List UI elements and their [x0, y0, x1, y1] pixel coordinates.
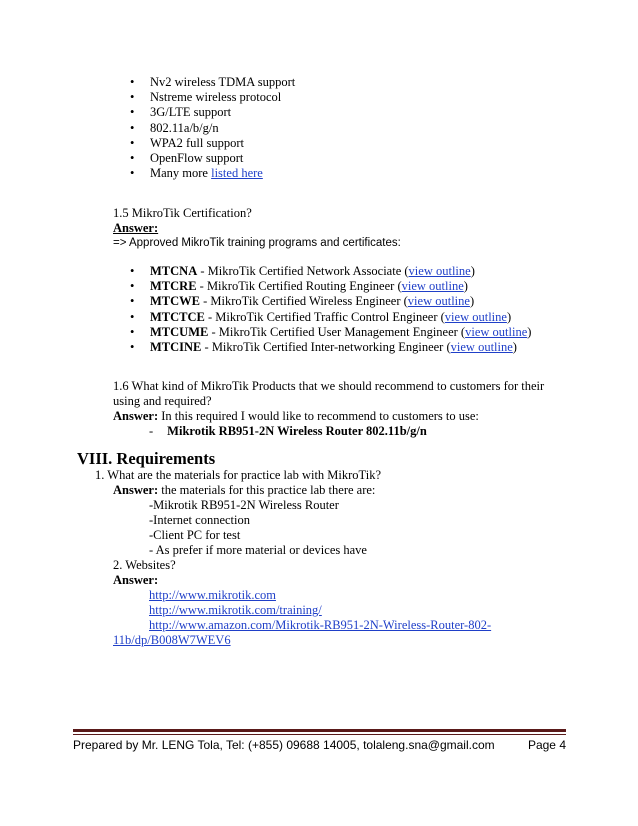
list-item: • MTCINE - MikroTik Certified Inter-networking Engineer (view outline): [150, 340, 531, 355]
requirement-item-1: 1. What are the materials for practice lab with MikroTik?: [95, 468, 382, 482]
requirement-item-2: 2. Websites?: [113, 558, 176, 572]
mikrotik-training-link[interactable]: http://www.mikrotik.com/training/: [149, 603, 322, 617]
list-item: • Nv2 wireless TDMA support: [150, 75, 295, 90]
list-item: • MTCUME - MikroTik Certified User Management Engineer (view outline): [150, 325, 531, 340]
question-1-6-line1: 1.6 What kind of MikroTik Products that we should recommend to customers for their: [113, 379, 545, 393]
view-outline-link[interactable]: view outline: [407, 294, 470, 309]
view-outline-link[interactable]: view outline: [450, 340, 513, 355]
answer-1-6: Answer: In this required I would like to recommend to customers to use:: [113, 409, 479, 423]
question-1-5: 1.5 MikroTik Certification?: [113, 206, 252, 220]
answer-label: Answer:: [113, 221, 159, 235]
mikrotik-link[interactable]: http://www.mikrotik.com: [149, 588, 276, 602]
listed-here-link[interactable]: listed here: [211, 166, 263, 181]
list-item: • 802.11a/b/g/n: [150, 121, 295, 136]
list-item: • Nstreme wireless protocol: [150, 90, 295, 105]
list-item: • 3G/LTE support: [150, 105, 295, 120]
list-item: • MTCTCE - MikroTik Certified Traffic Control Engineer (view outline): [150, 310, 531, 325]
view-outline-link[interactable]: view outline: [408, 264, 471, 278]
view-outline-link[interactable]: view outline: [444, 309, 507, 324]
cert-intro: => Approved MikroTik training programs and certificates:: [113, 237, 401, 249]
answer-materials: Answer: the materials for this practice lab there are:: [113, 483, 376, 497]
list-item: • MTCNA - MikroTik Certified Network Associate (view outline): [150, 264, 531, 279]
footer-rule: [73, 729, 566, 735]
material-item: -Client PC for test: [149, 528, 241, 542]
list-item: • OpenFlow support: [150, 151, 295, 166]
material-item: -Mikrotik RB951-2N Wireless Router: [149, 498, 339, 512]
view-outline-link[interactable]: view outline: [401, 279, 464, 294]
list-item: • MTCRE - MikroTik Certified Routing Engineer (view outline): [150, 279, 531, 294]
amazon-link[interactable]: http://www.amazon.com/Mikrotik-RB951-2N-Wireless-Router-802-: [149, 618, 492, 632]
page-number: Page 4: [527, 738, 566, 752]
page-footer: [73, 738, 566, 752]
amazon-link-continued[interactable]: 11b/dp/B008W7WEV6: [113, 633, 231, 647]
list-item: • WPA2 full support: [150, 136, 295, 151]
view-outline-link[interactable]: view outline: [465, 324, 528, 339]
list-item: • MTCWE - MikroTik Certified Wireless Engineer (view outline): [150, 294, 531, 309]
section-heading: VIII. Requirements: [77, 449, 216, 468]
material-item: - As prefer if more material or devices have: [149, 543, 367, 557]
question-1-6-line2: using and required?: [113, 394, 212, 408]
answer-websites-label: Answer:: [113, 573, 159, 587]
list-item: • Many more listed here: [150, 166, 295, 181]
feature-list: [150, 75, 295, 181]
footer-author: Prepared by Mr. LENG Tola, Tel: (+855) 09688 14005, tolaleng.sna@gmail.com: [73, 738, 495, 752]
recommended-product: - Mikrotik RB951-2N Wireless Router 802.11b/g/n: [149, 424, 427, 438]
material-item: -Internet connection: [149, 513, 250, 527]
certification-list: [150, 264, 531, 355]
